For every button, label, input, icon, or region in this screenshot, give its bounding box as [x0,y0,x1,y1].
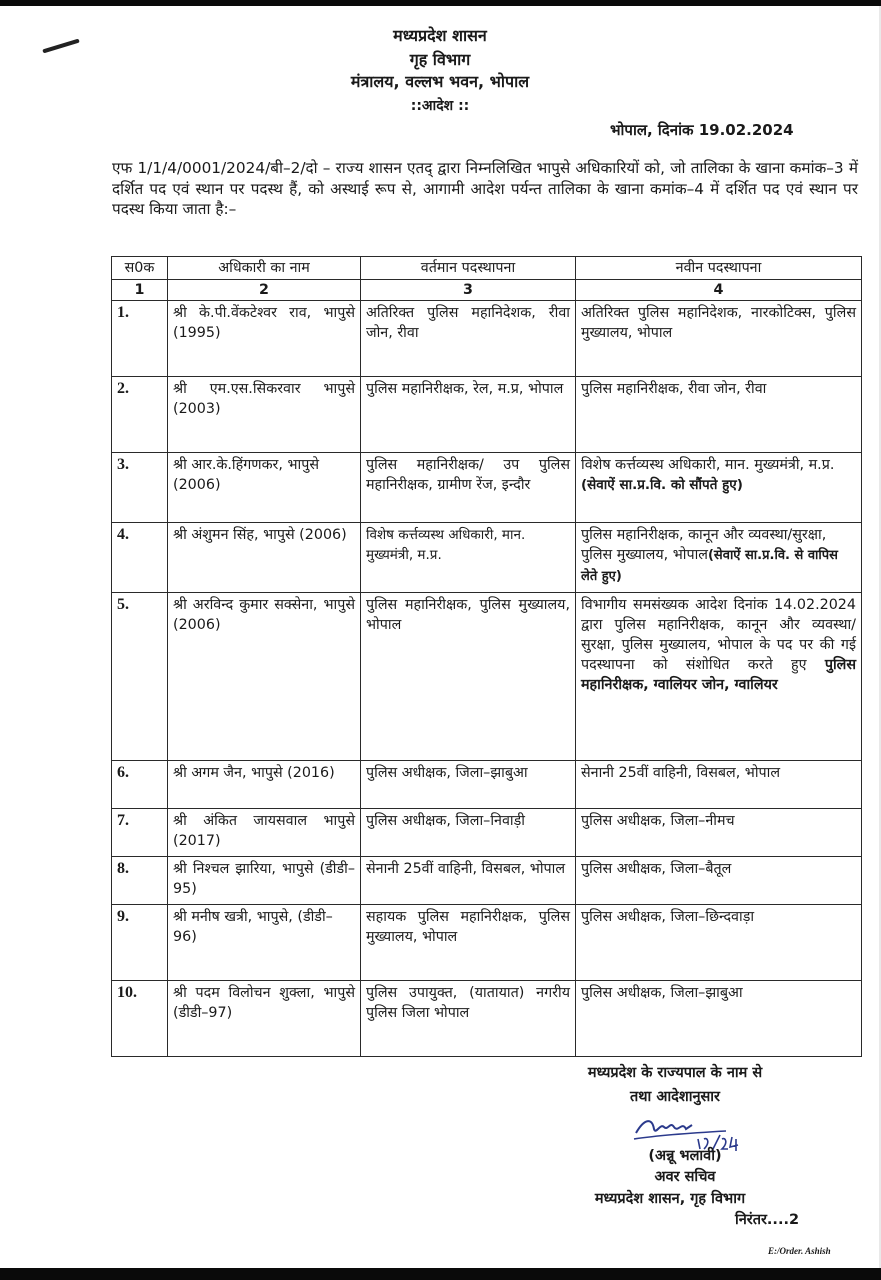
serial-number: 9. [112,905,168,981]
new-posting: सेनानी 25वीं वाहिनी, विसबल, भोपाल [576,761,862,809]
posting-table [111,256,862,1057]
current-posting: विशेष कर्त्तव्यस्थ अधिकारी, मान. मुख्यमंत्री, म.प्र. [361,523,576,593]
current-posting: पुलिस अधीक्षक, जिला–झाबुआ [361,761,576,809]
col-header-serial: स0क [112,257,168,280]
table-row [112,809,862,857]
new-posting: अतिरिक्त पुलिस महानिदेशक, नारकोटिक्स, पुलिस मुख्यालय, भोपाल [576,301,862,377]
header-department: गृह विभाग [409,50,471,69]
current-posting: सहायक पुलिस महानिरीक्षक, पुलिस मुख्यालय, भोपाल [361,905,576,981]
new-posting-text: पुलिस महानिरीक्षक, कानून और व्यवस्था/सुरक्षा, पुलिस मुख्यालय, भोपाल [581,527,827,563]
new-posting-highlight: पुलिस महानिरीक्षक, ग्वालियर जोन, ग्वालियर [581,657,857,693]
authority-line: मध्यप्रदेश के राज्यपाल के नाम से [587,1065,763,1081]
column-number-row [112,280,862,301]
serial-number: 7. [112,809,168,857]
signatory-name: (अन्नू भलावी) [648,1148,722,1164]
current-posting: पुलिस महानिरीक्षक, रेल, म.प्र, भोपाल [361,377,576,453]
serial-number: 5. [112,593,168,761]
authority-line-2: तथा आदेशानुसार [629,1089,720,1105]
col-number: 2 [168,280,361,301]
officer-name: श्री अरविन्द कुमार सक्सेना, भापुसे (2006) [168,593,361,761]
current-posting: अतिरिक्त पुलिस महानिदेशक, रीवा जोन, रीवा [361,301,576,377]
serial-number: 8. [112,857,168,905]
officer-name: श्री पदम विलोचन शुक्ला, भापुसे (डीडी–97) [168,981,361,1057]
officer-name: श्री आर.के.हिंगणकर, भापुसे (2006) [168,453,361,523]
new-posting-text: विभागीय समसंख्यक आदेश दिनांक 14.02.2024 द्वारा पुलिस महानिरीक्षक, कानून और व्यवस्था/ सुरक्षा, पुलिस मुख्यालय, भोपाल के पद पर की गई पदस्थापना को संशोधित करते हुए [581,597,856,673]
header-government: मध्यप्रदेश शासन [393,26,487,45]
col-number: 1 [112,280,168,301]
serial-number: 3. [112,453,168,523]
continued-label: निरंतर....2 [735,1212,800,1228]
file-reference: E:/Order. Ashish [768,1246,831,1256]
current-posting: पुलिस महानिरीक्षक, पुलिस मुख्यालय, भोपाल [361,593,576,761]
new-posting [576,523,862,593]
serial-number: 4. [112,523,168,593]
col-header-current-posting: वर्तमान पदस्थापना [361,257,576,280]
signatory-designation: अवर सचिव [654,1169,716,1185]
serial-number: 6. [112,761,168,809]
new-posting-text: विशेष कर्त्तव्यस्थ अधिकारी, मान. मुख्यमंत्री, म.प्र. [581,457,835,473]
table-row [112,377,862,453]
table-row [112,593,862,761]
table-row [112,857,862,905]
table-row [112,761,862,809]
col-number: 4 [576,280,862,301]
officer-name: श्री एम.एस.सिकरवार भापुसे (2003) [168,377,361,453]
order-intro-paragraph: एफ 1/1/4/0001/2024/बी–2/दो – राज्य शासन एतद् द्वारा निम्नलिखित भापुसे अधिकारियों को, जो तालिका के खाना कमांक–3 में दर्शित पद एवं स्थान पर पदस्थ हैं, को अस्थाई रूप से, आगामी आदेश पर्यन्त तालिका के खाना कमांक–4 में दर्शित पद एवं स्थान पर पदस्थ किया जाता है:– [112,159,858,218]
serial-number: 2. [112,377,168,453]
new-posting: पुलिस अधीक्षक, जिला–झाबुआ [576,981,862,1057]
new-posting: पुलिस महानिरीक्षक, रीवा जोन, रीवा [576,377,862,453]
document-page [0,6,881,1268]
new-posting-note: (सेवाऐं सा.प्र.वि. को सौंपते हुए) [581,477,743,493]
officer-name: श्री निश्चल झारिया, भापुसे (डीडी–95) [168,857,361,905]
table-row [112,905,862,981]
officer-name: श्री अगम जैन, भापुसे (2016) [168,761,361,809]
order-title: ::आदेश :: [410,98,470,114]
header-address: मंत्रालय, वल्लभ भवन, भोपाल [350,72,530,91]
officer-name: श्री अंशुमन सिंह, भापुसे (2006) [168,523,361,593]
table-row [112,453,862,523]
table-header-row [112,257,862,280]
table-row [112,523,862,593]
new-posting [576,453,862,523]
col-header-new-posting: नवीन पदस्थापना [576,257,862,280]
col-header-officer-name: अधिकारी का नाम [168,257,361,280]
current-posting: पुलिस उपायुक्त, (यातायात) नगरीय पुलिस जिला भोपाल [361,981,576,1057]
new-posting: पुलिस अधीक्षक, जिला–बैतूल [576,857,862,905]
new-posting: पुलिस अधीक्षक, जिला–छिन्दवाड़ा [576,905,862,981]
new-posting [576,593,862,761]
officer-name: श्री मनीष खत्री, भापुसे, (डीडी–96) [168,905,361,981]
current-posting: सेनानी 25वीं वाहिनी, विसबल, भोपाल [361,857,576,905]
col-number: 3 [361,280,576,301]
signatory-department: मध्यप्रदेश शासन, गृह विभाग [594,1191,746,1207]
table-row [112,301,862,377]
officer-name: श्री अंकित जायसवाल भापुसे (2017) [168,809,361,857]
table-row [112,981,862,1057]
new-posting-note: (सेवाऐं सा.प्र.वि. से वापिस लेते हुए) [581,548,838,584]
place-date: भोपाल, दिनांक 19.02.2024 [610,121,794,139]
serial-number: 1. [112,301,168,377]
serial-number: 10. [112,981,168,1057]
new-posting: पुलिस अधीक्षक, जिला–नीमच [576,809,862,857]
current-posting: पुलिस महानिरीक्षक/ उप पुलिस महानिरीक्षक, ग्रामीण रेंज, इन्दौर [361,453,576,523]
officer-name: श्री के.पी.वेंकटेश्वर राव, भापुसे (1995) [168,301,361,377]
current-posting: पुलिस अधीक्षक, जिला–निवाड़ी [361,809,576,857]
